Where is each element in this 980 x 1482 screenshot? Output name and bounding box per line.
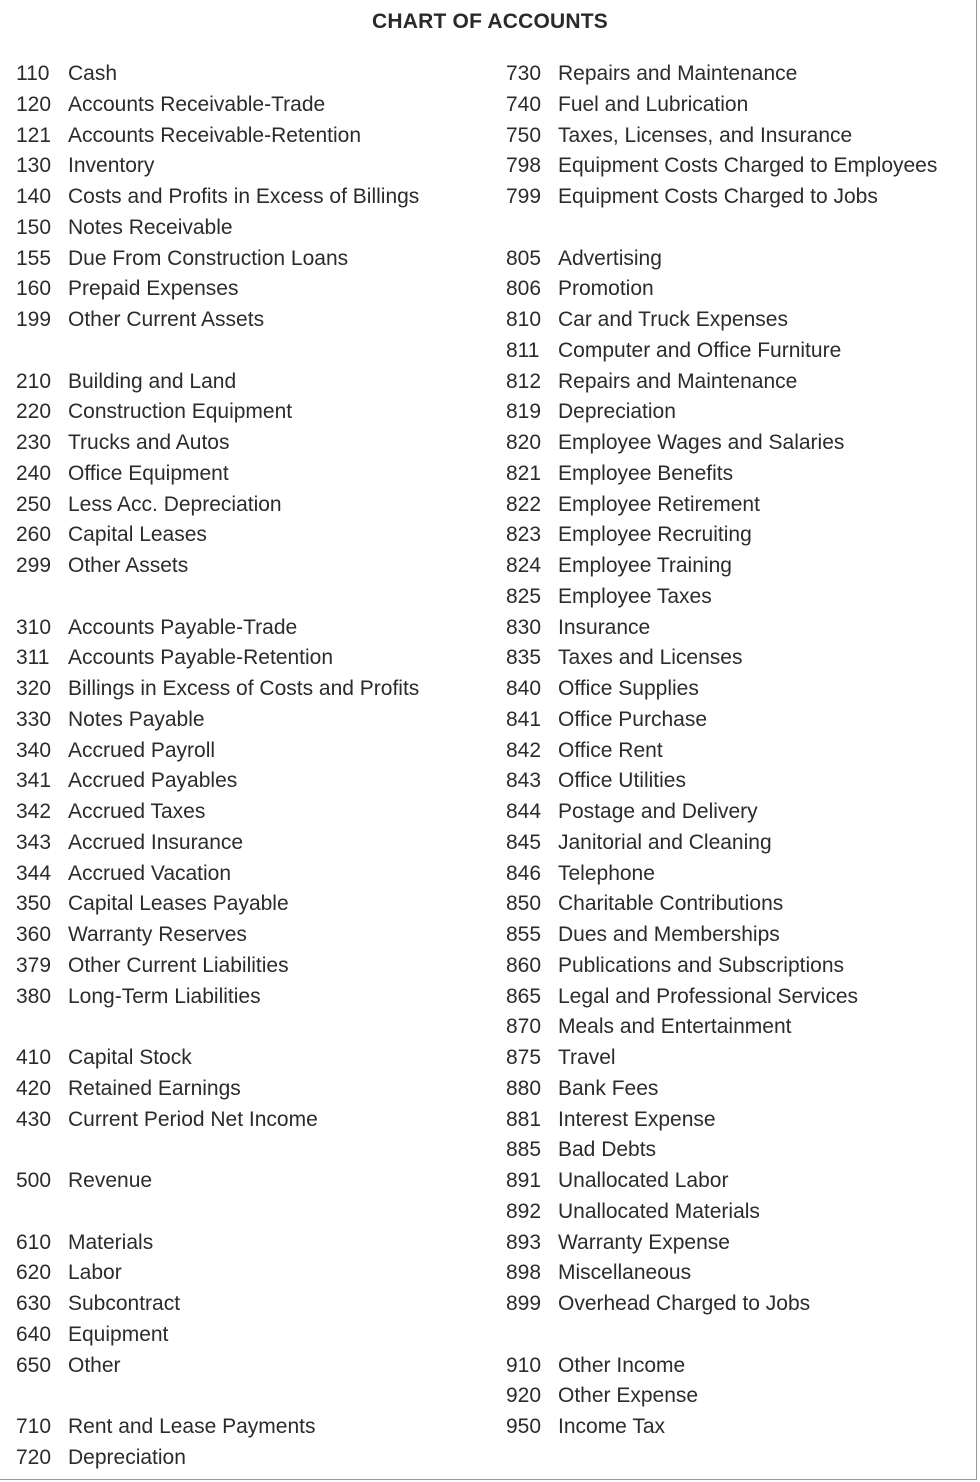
account-name: Other Current Assets bbox=[68, 308, 265, 331]
account-row bbox=[506, 951, 976, 982]
account-row bbox=[16, 982, 486, 1013]
account-row bbox=[16, 705, 486, 736]
account-code: 880 bbox=[506, 1076, 542, 1100]
group-spacer bbox=[16, 336, 486, 367]
account-name: Car and Truck Expenses bbox=[558, 308, 788, 331]
account-code: 120 bbox=[16, 92, 52, 116]
account-row bbox=[506, 643, 976, 674]
account-code: 846 bbox=[506, 861, 542, 885]
account-code: 819 bbox=[506, 400, 542, 424]
account-code: 342 bbox=[16, 800, 52, 823]
account-code: 891 bbox=[506, 1169, 542, 1192]
account-row bbox=[16, 182, 486, 213]
group-spacer bbox=[506, 1320, 976, 1351]
account-name: Employee Training bbox=[558, 554, 732, 577]
account-name: Unallocated Labor bbox=[558, 1169, 729, 1192]
account-code: 799 bbox=[506, 185, 542, 208]
account-code: 121 bbox=[16, 123, 52, 147]
account-code: 299 bbox=[16, 554, 52, 577]
account-row bbox=[506, 613, 976, 644]
account-name: Less Acc. Depreciation bbox=[68, 492, 282, 516]
account-code: 850 bbox=[506, 892, 542, 916]
account-row bbox=[506, 859, 976, 890]
account-name: Fuel and Lubrication bbox=[558, 92, 749, 116]
account-row bbox=[506, 336, 976, 367]
account-row bbox=[16, 1228, 486, 1259]
account-code: 825 bbox=[506, 584, 542, 608]
account-row bbox=[16, 551, 486, 582]
account-name: Accrued Insurance bbox=[68, 830, 244, 854]
account-code: 410 bbox=[16, 1046, 52, 1069]
account-name: Due From Construction Loans bbox=[68, 246, 349, 270]
account-name: Accrued Payroll bbox=[68, 738, 216, 762]
account-code: 160 bbox=[16, 277, 52, 301]
account-row bbox=[506, 520, 976, 551]
account-code: 881 bbox=[506, 1107, 542, 1131]
account-name: Employee Retirement bbox=[558, 492, 760, 516]
account-code: 865 bbox=[506, 984, 542, 1008]
account-code: 250 bbox=[16, 492, 52, 516]
account-row bbox=[506, 1135, 976, 1166]
account-row bbox=[506, 797, 976, 828]
group-spacer bbox=[16, 582, 486, 613]
account-code: 892 bbox=[506, 1199, 542, 1223]
account-row bbox=[16, 736, 486, 767]
account-row bbox=[506, 1105, 976, 1136]
account-name: Advertising bbox=[558, 246, 662, 270]
account-name: Materials bbox=[68, 1230, 154, 1254]
account-row bbox=[16, 859, 486, 890]
account-code: 844 bbox=[506, 800, 542, 823]
account-row bbox=[506, 920, 976, 951]
account-code: 260 bbox=[16, 523, 52, 547]
account-name: Taxes and Licenses bbox=[558, 646, 743, 670]
account-row bbox=[506, 1258, 976, 1289]
account-name: Accrued Vacation bbox=[68, 861, 232, 885]
account-code: 360 bbox=[16, 923, 52, 946]
account-code: 240 bbox=[16, 461, 52, 485]
account-name: Interest Expense bbox=[558, 1107, 716, 1131]
account-code: 824 bbox=[506, 554, 542, 577]
account-row bbox=[16, 428, 486, 459]
account-name: Notes Payable bbox=[68, 707, 205, 731]
account-code: 730 bbox=[506, 62, 542, 85]
account-row bbox=[16, 674, 486, 705]
account-name: Retained Earnings bbox=[68, 1076, 241, 1100]
account-row bbox=[16, 213, 486, 244]
account-code: 875 bbox=[506, 1046, 542, 1069]
account-code: 820 bbox=[506, 431, 542, 454]
account-name: Trucks and Autos bbox=[68, 431, 230, 454]
account-name: Janitorial and Cleaning bbox=[558, 830, 772, 854]
account-row bbox=[506, 982, 976, 1013]
account-name: Bad Debts bbox=[558, 1138, 657, 1162]
account-code: 320 bbox=[16, 677, 52, 700]
account-code: 130 bbox=[16, 154, 52, 178]
account-name: Capital Stock bbox=[68, 1046, 192, 1069]
account-name: Accrued Payables bbox=[68, 769, 238, 793]
account-name: Accounts Payable-Retention bbox=[68, 646, 333, 670]
account-row bbox=[506, 674, 976, 705]
account-row bbox=[16, 797, 486, 828]
account-name: Computer and Office Furniture bbox=[558, 338, 842, 362]
account-code: 798 bbox=[506, 154, 542, 178]
account-code: 610 bbox=[16, 1230, 52, 1254]
account-row bbox=[506, 766, 976, 797]
account-row bbox=[16, 397, 486, 428]
account-name: Office Utilities bbox=[558, 769, 686, 793]
account-name: Billings in Excess of Costs and Profits bbox=[68, 677, 420, 700]
account-name: Publications and Subscriptions bbox=[558, 953, 845, 977]
account-code: 822 bbox=[506, 492, 542, 516]
group-spacer bbox=[16, 1012, 486, 1043]
account-row bbox=[506, 551, 976, 582]
account-name: Costs and Profits in Excess of Billings bbox=[68, 185, 420, 208]
account-code: 210 bbox=[16, 369, 52, 393]
account-name: Travel bbox=[558, 1046, 616, 1069]
account-row bbox=[506, 367, 976, 398]
account-code: 344 bbox=[16, 861, 52, 885]
account-name: Postage and Delivery bbox=[558, 800, 758, 823]
account-code: 750 bbox=[506, 123, 542, 147]
account-row bbox=[16, 274, 486, 305]
account-name: Other Expense bbox=[558, 1384, 699, 1408]
account-name: Notes Receivable bbox=[68, 215, 233, 239]
account-code: 842 bbox=[506, 738, 542, 762]
group-spacer bbox=[16, 1197, 486, 1228]
account-code: 898 bbox=[506, 1261, 542, 1285]
account-code: 823 bbox=[506, 523, 542, 547]
account-name: Construction Equipment bbox=[68, 400, 293, 424]
account-row bbox=[506, 90, 976, 121]
account-row bbox=[506, 889, 976, 920]
account-name: Office Purchase bbox=[558, 707, 708, 731]
account-row bbox=[16, 59, 486, 90]
account-row bbox=[506, 59, 976, 90]
account-code: 821 bbox=[506, 461, 542, 485]
account-name: Repairs and Maintenance bbox=[558, 62, 798, 85]
account-code: 855 bbox=[506, 923, 542, 946]
account-name: Accounts Receivable-Retention bbox=[68, 123, 361, 147]
account-code: 806 bbox=[506, 277, 542, 301]
account-row bbox=[506, 1012, 976, 1043]
account-row bbox=[16, 367, 486, 398]
account-row bbox=[16, 121, 486, 152]
account-name: Bank Fees bbox=[558, 1076, 659, 1100]
account-name: Long-Term Liabilities bbox=[68, 984, 261, 1008]
account-name: Charitable Contributions bbox=[558, 892, 784, 916]
account-row bbox=[506, 582, 976, 613]
account-code: 843 bbox=[506, 769, 542, 793]
account-code: 899 bbox=[506, 1292, 542, 1315]
account-row bbox=[506, 244, 976, 275]
account-row bbox=[506, 151, 976, 182]
account-name: Other Assets bbox=[68, 554, 189, 577]
account-row bbox=[506, 1412, 976, 1443]
account-code: 500 bbox=[16, 1169, 52, 1192]
account-name: Rent and Lease Payments bbox=[68, 1415, 316, 1438]
account-row bbox=[16, 1258, 486, 1289]
account-row bbox=[506, 1043, 976, 1074]
account-row bbox=[506, 274, 976, 305]
account-code: 420 bbox=[16, 1076, 52, 1100]
account-code: 140 bbox=[16, 185, 52, 208]
account-code: 311 bbox=[16, 646, 50, 670]
account-name: Capital Leases bbox=[68, 523, 207, 547]
account-row bbox=[506, 1197, 976, 1228]
account-row bbox=[16, 1074, 486, 1105]
account-code: 810 bbox=[506, 308, 542, 331]
account-name: Office Supplies bbox=[558, 677, 699, 700]
account-code: 805 bbox=[506, 246, 542, 270]
account-code: 430 bbox=[16, 1107, 52, 1131]
account-code: 870 bbox=[506, 1015, 542, 1039]
account-code: 720 bbox=[16, 1445, 52, 1469]
account-name: Income Tax bbox=[558, 1415, 665, 1438]
account-name: Dues and Memberships bbox=[558, 923, 780, 946]
account-name: Inventory bbox=[68, 154, 155, 178]
page-title: CHART OF ACCOUNTS bbox=[372, 10, 608, 33]
account-code: 840 bbox=[506, 677, 542, 700]
account-name: Labor bbox=[68, 1261, 122, 1285]
account-row bbox=[16, 828, 486, 859]
account-name: Accounts Receivable-Trade bbox=[68, 92, 326, 116]
account-code: 650 bbox=[16, 1353, 52, 1377]
account-code: 380 bbox=[16, 984, 52, 1008]
account-code: 920 bbox=[506, 1384, 542, 1408]
account-row bbox=[16, 613, 486, 644]
account-name: Insurance bbox=[558, 615, 651, 639]
account-code: 845 bbox=[506, 830, 542, 854]
account-name: Employee Taxes bbox=[558, 584, 712, 608]
account-row bbox=[16, 951, 486, 982]
account-row bbox=[506, 1351, 976, 1382]
account-code: 640 bbox=[16, 1322, 52, 1346]
account-code: 379 bbox=[16, 953, 52, 977]
account-row bbox=[16, 1289, 486, 1320]
account-code: 950 bbox=[506, 1415, 542, 1438]
account-name: Other bbox=[68, 1353, 121, 1377]
account-name: Unallocated Materials bbox=[558, 1199, 760, 1223]
account-name: Current Period Net Income bbox=[68, 1107, 318, 1131]
accounts-column-left bbox=[16, 59, 486, 1474]
account-code: 830 bbox=[506, 615, 542, 639]
account-name: Building and Land bbox=[68, 369, 237, 393]
account-row bbox=[506, 1166, 976, 1197]
account-row bbox=[506, 305, 976, 336]
account-name: Repairs and Maintenance bbox=[558, 369, 798, 393]
account-name: Promotion bbox=[558, 277, 654, 301]
account-row bbox=[16, 1412, 486, 1443]
account-name: Depreciation bbox=[558, 400, 676, 424]
account-row bbox=[506, 182, 976, 213]
account-row bbox=[506, 428, 976, 459]
account-code: 885 bbox=[506, 1138, 542, 1162]
account-name: Warranty Reserves bbox=[68, 923, 247, 946]
account-name: Accounts Payable-Trade bbox=[68, 615, 298, 639]
account-name: Depreciation bbox=[68, 1445, 186, 1469]
account-row bbox=[506, 459, 976, 490]
account-row bbox=[16, 459, 486, 490]
group-spacer bbox=[506, 213, 976, 244]
account-row bbox=[506, 397, 976, 428]
account-code: 341 bbox=[16, 769, 52, 793]
account-code: 155 bbox=[16, 246, 52, 270]
account-code: 220 bbox=[16, 400, 52, 424]
account-code: 860 bbox=[506, 953, 542, 977]
account-code: 310 bbox=[16, 615, 52, 639]
account-name: Equipment Costs Charged to Employees bbox=[558, 154, 938, 178]
account-name: Employee Wages and Salaries bbox=[558, 431, 845, 454]
account-name: Employee Recruiting bbox=[558, 523, 752, 547]
account-row bbox=[506, 1289, 976, 1320]
account-row bbox=[16, 1320, 486, 1351]
account-code: 812 bbox=[506, 369, 542, 393]
account-name: Cash bbox=[68, 62, 118, 85]
account-name: Prepaid Expenses bbox=[68, 277, 239, 301]
account-row bbox=[16, 1105, 486, 1136]
account-row bbox=[16, 643, 486, 674]
account-name: Employee Benefits bbox=[558, 461, 734, 485]
account-row bbox=[16, 1443, 486, 1474]
account-code: 230 bbox=[16, 431, 52, 454]
account-row bbox=[16, 889, 486, 920]
account-name: Revenue bbox=[68, 1169, 153, 1192]
account-name: Meals and Entertainment bbox=[558, 1015, 792, 1039]
account-row bbox=[16, 520, 486, 551]
account-row bbox=[16, 151, 486, 182]
account-code: 841 bbox=[506, 707, 542, 731]
account-name: Warranty Expense bbox=[558, 1230, 730, 1254]
account-name: Accrued Taxes bbox=[68, 800, 206, 823]
account-name: Legal and Professional Services bbox=[558, 984, 859, 1008]
group-spacer bbox=[16, 1381, 486, 1412]
account-name: Telephone bbox=[558, 861, 655, 885]
account-name: Capital Leases Payable bbox=[68, 892, 289, 916]
account-row bbox=[16, 305, 486, 336]
account-code: 740 bbox=[506, 92, 542, 116]
account-code: 199 bbox=[16, 308, 52, 331]
account-name: Subcontract bbox=[68, 1292, 181, 1315]
account-code: 710 bbox=[16, 1415, 52, 1438]
account-name: Overhead Charged to Jobs bbox=[558, 1292, 811, 1315]
account-code: 330 bbox=[16, 707, 52, 731]
account-code: 150 bbox=[16, 215, 52, 239]
account-name: Taxes, Licenses, and Insurance bbox=[558, 123, 853, 147]
account-code: 910 bbox=[506, 1353, 542, 1377]
account-code: 811 bbox=[506, 338, 540, 362]
account-name: Other Income bbox=[558, 1353, 686, 1377]
account-code: 110 bbox=[16, 62, 50, 85]
account-row bbox=[16, 490, 486, 521]
account-row bbox=[16, 90, 486, 121]
account-code: 630 bbox=[16, 1292, 52, 1315]
account-name: Other Current Liabilities bbox=[68, 953, 289, 977]
account-code: 893 bbox=[506, 1230, 542, 1254]
account-row bbox=[506, 705, 976, 736]
account-row bbox=[16, 766, 486, 797]
account-name: Office Rent bbox=[558, 738, 663, 762]
account-code: 343 bbox=[16, 830, 52, 854]
account-code: 350 bbox=[16, 892, 52, 916]
account-row bbox=[16, 1043, 486, 1074]
account-row bbox=[506, 490, 976, 521]
account-code: 835 bbox=[506, 646, 542, 670]
accounts-column-right bbox=[506, 59, 976, 1443]
group-spacer bbox=[16, 1135, 486, 1166]
account-row bbox=[506, 1381, 976, 1412]
account-name: Equipment Costs Charged to Jobs bbox=[558, 185, 878, 208]
account-row bbox=[506, 1228, 976, 1259]
account-row bbox=[16, 920, 486, 951]
account-row bbox=[506, 736, 976, 767]
account-row bbox=[16, 244, 486, 275]
account-code: 340 bbox=[16, 738, 52, 762]
account-row bbox=[506, 1074, 976, 1105]
account-name: Office Equipment bbox=[68, 461, 229, 485]
account-row bbox=[16, 1166, 486, 1197]
account-row bbox=[16, 1351, 486, 1382]
account-name: Equipment bbox=[68, 1322, 169, 1346]
account-row bbox=[506, 121, 976, 152]
account-code: 620 bbox=[16, 1261, 52, 1285]
account-row bbox=[506, 828, 976, 859]
account-name: Miscellaneous bbox=[558, 1261, 692, 1285]
